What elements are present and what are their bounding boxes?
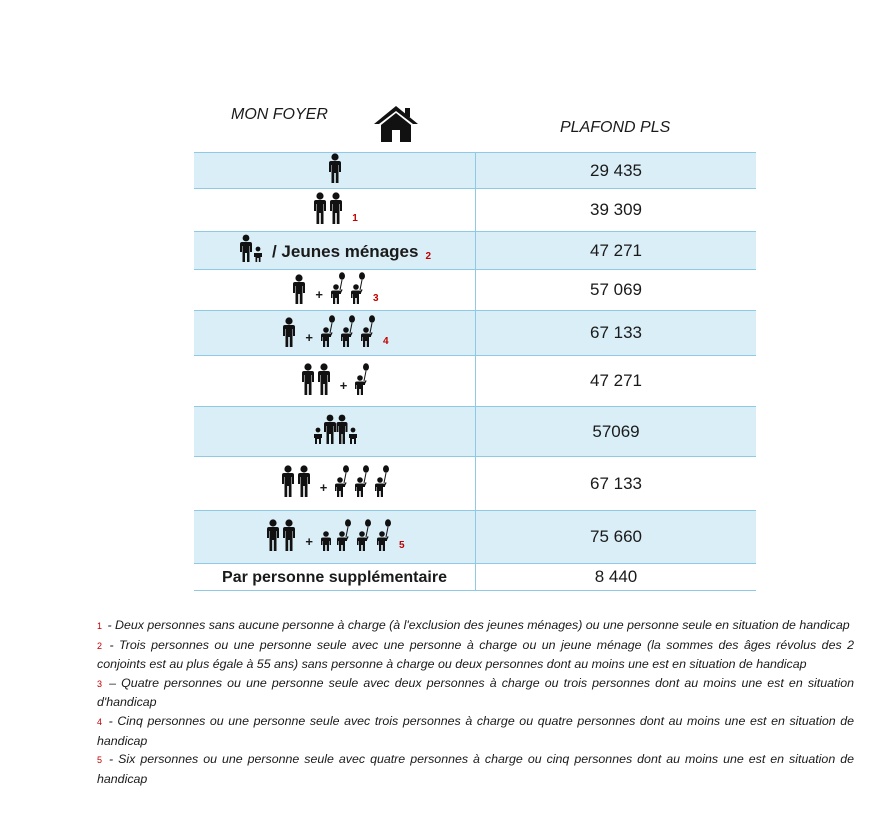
- plafond-value: 29 435: [476, 153, 757, 189]
- plafond-value: 67 133: [476, 311, 757, 356]
- adult-icon: [280, 317, 298, 347]
- household-cell: [194, 356, 476, 407]
- child-balloon-icon: [354, 363, 370, 395]
- child-balloon-icon: [376, 519, 392, 551]
- household-cell: [194, 270, 476, 311]
- child-icon: [320, 529, 332, 551]
- extra-person-label: Par personne supplémentaire: [222, 569, 447, 586]
- footnote-ref: 5: [399, 539, 405, 551]
- plafond-value: 57 069: [476, 270, 757, 311]
- footnote: [97, 616, 854, 636]
- plafond-value: 75 660: [476, 511, 757, 564]
- table-row: [194, 457, 756, 511]
- child-balloon-icon: [374, 465, 390, 497]
- household-cell: [194, 564, 476, 591]
- household-cell: [194, 232, 476, 270]
- footnotes: [97, 616, 854, 788]
- footnote-ref: 1: [352, 212, 358, 224]
- footnote-ref: 3: [373, 292, 379, 304]
- footnote: [97, 636, 854, 674]
- footnote-text: - Deux personnes sans aucune personne à charge (à l'exclusion des jeunes ménages) ou une personne seule en situation de handicap: [104, 618, 850, 632]
- household-cell: [194, 311, 476, 356]
- child-balloon-icon: [360, 315, 376, 347]
- footnote: [97, 674, 854, 712]
- household-cell: [194, 457, 476, 511]
- plus-icon: +: [305, 329, 314, 345]
- plafond-table: [194, 152, 756, 591]
- footnote-text: – Quatre personnes ou une personne seule avec deux personnes à charge ou trois personnes dont au moins une est en situation d'handicap: [97, 675, 854, 710]
- footnote-number: 4: [97, 716, 103, 727]
- footnote-text: - Cinq personnes ou une personne seule avec trois personnes à charge ou quatre personnes dont au moins une est en situation de handicap: [97, 713, 854, 748]
- couple-icon: [279, 465, 313, 497]
- child-balloon-icon: [330, 272, 346, 304]
- plus-icon: +: [319, 480, 328, 495]
- family-icon: [313, 414, 357, 444]
- couple-icon: [264, 519, 298, 551]
- couple-icon: [299, 363, 333, 395]
- footnote-text: - Trois personnes ou une personne seule avec une personne à charge ou un jeune ménage (la sommes des âges révolus des 2 conjoints est au plus égale à 55 ans) sans personne à charge ou deux personnes dont au moins une est en situation de handicap: [97, 637, 854, 672]
- household-cell: [194, 511, 476, 564]
- table-row: [194, 407, 756, 457]
- header-mon-foyer: MON FOYER: [231, 106, 328, 123]
- footnote-ref: 2: [425, 251, 432, 262]
- plafond-value: 67 133: [476, 457, 757, 511]
- footnote-text: - Six personnes ou une personne seule avec quatre personnes à charge ou cinq personnes dont au moins une est en situation de handicap: [97, 752, 854, 786]
- table-row: [194, 270, 756, 311]
- plafond-value: 39 309: [476, 189, 757, 232]
- household-cell: [194, 189, 476, 232]
- child-balloon-icon: [350, 272, 366, 304]
- household-cell: [194, 153, 476, 189]
- jeunes-menages-label: / Jeunes ménages: [271, 242, 419, 261]
- child-balloon-icon: [334, 465, 350, 497]
- footnote-number: 3: [97, 678, 103, 689]
- table-row: [194, 232, 756, 270]
- adult-icon: [326, 153, 344, 183]
- couple-icon: [311, 192, 345, 224]
- table-row: [194, 189, 756, 232]
- adult-icon: [290, 274, 308, 304]
- child-balloon-icon: [354, 465, 370, 497]
- plus-icon: +: [315, 286, 324, 302]
- table-row: [194, 153, 756, 189]
- footnote-number: 1: [97, 621, 103, 631]
- plafond-value: 47 271: [476, 356, 757, 407]
- plafond-value: 47 271: [476, 232, 757, 270]
- child-balloon-icon: [356, 519, 372, 551]
- plus-icon: +: [305, 533, 314, 549]
- plafond-value: 8 440: [476, 564, 757, 591]
- footnote: [97, 712, 854, 750]
- house-icon: [372, 104, 420, 144]
- child-balloon-icon: [336, 519, 352, 551]
- adult-with-child-icon: [238, 234, 264, 262]
- footnote-number: 5: [97, 755, 103, 766]
- footnote: [97, 750, 854, 788]
- plus-icon: +: [339, 377, 348, 393]
- table-row: [194, 564, 756, 591]
- child-balloon-icon: [340, 315, 356, 347]
- table-row: [194, 511, 756, 564]
- footnote-number: 2: [97, 640, 103, 651]
- plafond-value: 57069: [476, 407, 757, 457]
- household-cell: [194, 407, 476, 457]
- child-balloon-icon: [320, 315, 336, 347]
- table-row: [194, 356, 756, 407]
- table-row: [194, 311, 756, 356]
- footnote-ref: 4: [383, 335, 389, 347]
- header-plafond-pls: PLAFOND PLS: [560, 119, 671, 136]
